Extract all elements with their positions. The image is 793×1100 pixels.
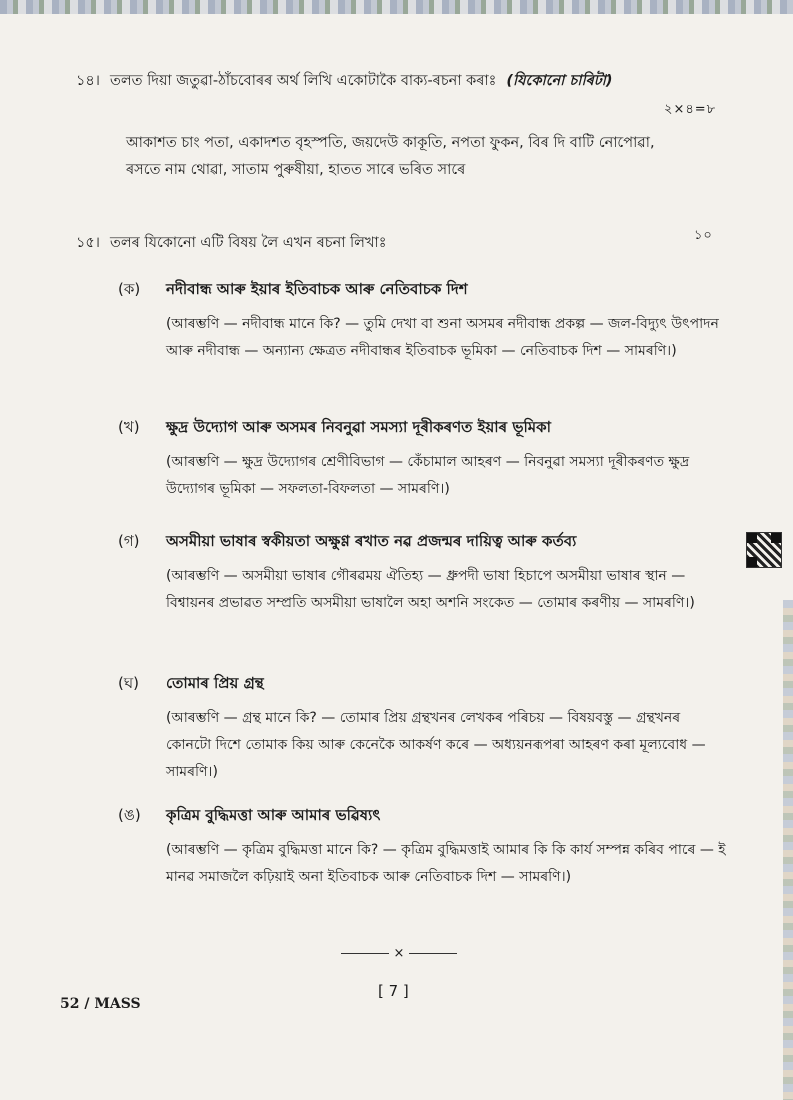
topic-title: অসমীয়া ভাষাৰ স্বকীয়তা অক্ষুণ্ণ ৰখাত নৱ প্ৰজন্মৰ দায়িত্ব আৰু কৰ্তব্য xyxy=(166,532,577,550)
phrases-line-1: আকাশত চাং পতা, একাদশত বৃহস্পতি, জয়দেউ কাকূতি, নপতা ফুকন, বিৰ দি বাটি নোপোৱা, xyxy=(126,135,655,151)
paper-code: 52 / MASS xyxy=(60,996,141,1012)
question-15-marks: ১০ xyxy=(694,228,713,243)
end-divider xyxy=(336,946,462,961)
divider-line-left xyxy=(341,953,389,954)
topic-title: তোমাৰ প্ৰিয় গ্ৰন্থ xyxy=(166,674,264,692)
question-14-number: ১৪। xyxy=(75,73,100,89)
topic-hint: (আৰম্ভণি — ক্ষুদ্ৰ উদ্যোগৰ শ্ৰেণীবিভাগ — কেঁচামাল আহৰণ — নিবনুৱা সমস্যা দূৰীকৰণত ক্ষুদ্ৰ উদ্যোগৰ ভূমিকা — সফলতা-বিফলতা — সামৰণি।) xyxy=(166,454,690,497)
divider-mark: × xyxy=(393,946,405,961)
essay-topic-ka xyxy=(118,278,718,365)
qr-code-icon xyxy=(746,532,782,568)
essay-topic-gha xyxy=(118,672,718,786)
topic-label: (ক) xyxy=(118,280,141,298)
divider-line-right xyxy=(409,953,457,954)
topic-title: ক্ষুদ্ৰ উদ্যোগ আৰু অসমৰ নিবনুৱা সমস্যা দূৰীকৰণত ইয়াৰ ভূমিকা xyxy=(166,418,551,436)
page-number: [ 7 ] xyxy=(378,982,409,1000)
essay-topic-ga xyxy=(118,530,718,617)
topic-label: (খ) xyxy=(118,418,140,436)
topic-hint: (আৰম্ভণি — কৃত্ৰিম বুদ্ধিমত্তা মানে কি? — কৃত্ৰিম বুদ্ধিমত্তাই আমাৰ কি কি কাৰ্য সম্পন্ন কৰিব পাৰে — ই মানৱ সমাজলৈ কঢ়িয়াই অনা ইতিবাচক আৰু নেতিবাচক দিশ — সামৰণি।) xyxy=(166,842,726,885)
question-14-choice: (যিকোনো চাৰিটা) xyxy=(506,73,613,89)
question-15-number: ১৫। xyxy=(75,235,100,251)
essay-topic-kha xyxy=(118,416,718,503)
topic-title: কৃত্ৰিম বুদ্ধিমত্তা আৰু আমাৰ ভৱিষ্যৎ xyxy=(166,806,381,824)
question-14-instruction: তলত দিয়া জতুৱা-ঠাঁচবোৰৰ অৰ্থ লিখি একোটাকৈ বাক্য-ৰচনা কৰাঃ xyxy=(110,73,497,89)
topic-title: নদীবান্ধ আৰু ইয়াৰ ইতিবাচক আৰু নেতিবাচক দিশ xyxy=(166,280,468,298)
question-15-instruction: তলৰ যিকোনো এটি বিষয় লৈ এখন ৰচনা লিখাঃ xyxy=(110,235,387,251)
question-14-phrases xyxy=(126,130,726,184)
topic-label: (ঘ) xyxy=(118,674,139,692)
topic-label: (ঙ) xyxy=(118,806,141,824)
topic-hint: (আৰম্ভণি — গ্ৰন্থ মানে কি? — তোমাৰ প্ৰিয় গ্ৰন্থখনৰ লেখকৰ পৰিচয় — বিষয়বস্তু — গ্ৰন্থখনৰ কোনটো দিশে তোমাক কিয় আৰু কেনেকৈ আকৰ্ষণ কৰে — অধ্যয়নৰূপৰা আহৰণ কৰা মূল্যবোধ — সামৰণি।) xyxy=(166,710,706,780)
topic-hint: (আৰম্ভণি — অসমীয়া ভাষাৰ গৌৰৱময় ঐতিহ্য — ধ্ৰুপদী ভাষা হিচাপে অসমীয়া ভাষাৰ স্থান — বিশ্বায়নৰ প্ৰভাৱত সম্প্ৰতি অসমীয়া ভাষালৈ অহা অশনি সংকেত — তোমাৰ কৰণীয় — সামৰণি।) xyxy=(166,568,695,611)
question-14-header xyxy=(66,70,706,94)
topic-label: (গ) xyxy=(118,532,140,550)
question-14-marks: ২×৪=৮ xyxy=(664,102,717,117)
essay-topic-umo xyxy=(118,804,726,891)
question-15-header xyxy=(66,232,626,256)
phrases-line-2: ৰসতে নাম থোৱা, সাতাম পুৰুষীয়া, হাতত সাৰে ভৰিত সাৰে xyxy=(126,162,466,178)
topic-hint: (আৰম্ভণি — নদীবান্ধ মানে কি? — তুমি দেখা বা শুনা অসমৰ নদীবান্ধ প্ৰকল্প — জল-বিদ্যুৎ উৎপাদন আৰু নদীবান্ধ — অন্যান্য ক্ষেত্ৰত নদীবান্ধৰ ইতিবাচক ভূমিকা — নেতিবাচক দিশ — সামৰণি।) xyxy=(166,316,719,359)
